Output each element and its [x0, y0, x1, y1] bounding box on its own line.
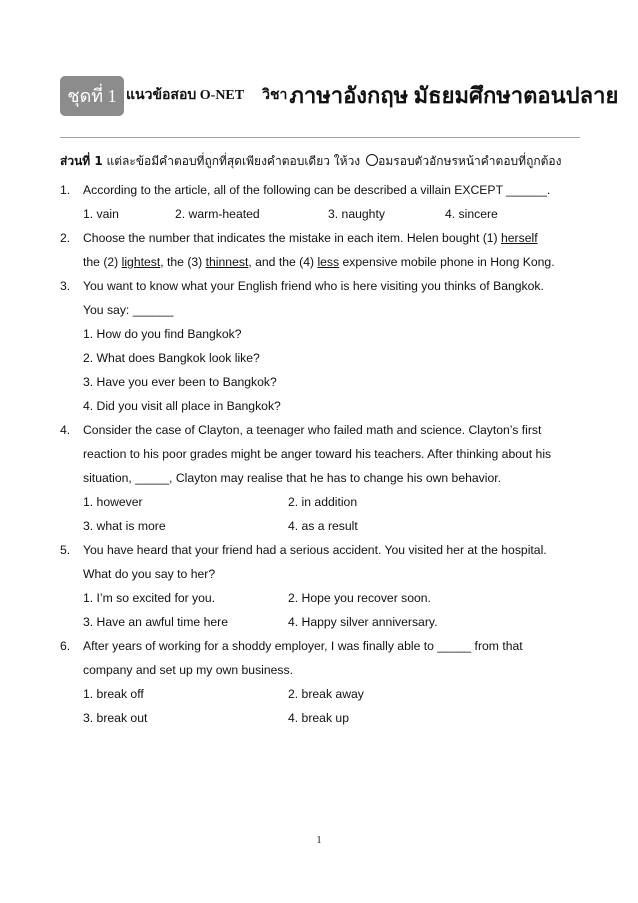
instruction-text: แต่ละข้อมีคำตอบที่ถูกที่สุดเพียงคำตอบเดียว ให้วง [106, 154, 361, 168]
question-text [83, 250, 555, 274]
question-text: reaction to his poor grades might be anger toward his teachers. After thinking about his [83, 447, 552, 461]
option-row [60, 394, 580, 418]
question-6 [60, 634, 580, 658]
options-row [60, 490, 580, 514]
text-segment: expensive mobile phone in Hong Kong. [339, 255, 555, 269]
question-line [60, 562, 580, 586]
option[interactable]: 1. How do you find Bangkok? [83, 327, 242, 341]
option[interactable]: 4. sincere [445, 207, 498, 221]
option[interactable]: 1. break off [83, 687, 144, 701]
page-number: 1 [316, 835, 322, 846]
question-3 [60, 274, 580, 298]
guide-label: แนวข้อสอบ O-NET [126, 88, 245, 103]
question-text: Consider the case of Clayton, a teenager who failed math and science. Clayton’s first [83, 423, 542, 437]
part-label: ส่วนที่ 1 [60, 154, 103, 168]
option[interactable]: 1. however [83, 495, 143, 509]
option[interactable]: 2. break away [288, 687, 364, 701]
question-text: You want to know what your English friend who is here visiting you thinks of Bangkok. [83, 279, 544, 293]
options-row [60, 514, 580, 538]
question-text: After years of working for a shoddy employer, I was finally able to _____ from that [83, 639, 523, 653]
option[interactable]: 3. Have an awful time here [83, 615, 228, 629]
question-number: 5. [60, 543, 71, 557]
option[interactable]: 4. Happy silver anniversary. [288, 615, 438, 629]
question-line [60, 250, 580, 274]
instruction-text-2: อมรอบตัวอักษรหน้าคำตอบที่ถูกต้อง [378, 154, 562, 168]
instruction [60, 152, 580, 171]
text-segment: Choose the number that indicates the mistake in each item. Helen bought (1) [83, 231, 501, 245]
set-label: ชุดที่ 1 [60, 76, 124, 116]
question-line [60, 442, 580, 466]
text-segment: , the (3) [160, 255, 206, 269]
question-text: You say: ______ [83, 303, 174, 317]
option[interactable]: 2. warm-heated [175, 207, 260, 221]
option[interactable]: 4. break up [288, 711, 349, 725]
option[interactable]: 4. as a result [288, 519, 358, 533]
question-text [83, 226, 538, 250]
option[interactable]: 1. vain [83, 207, 119, 221]
question-number: 6. [60, 639, 71, 653]
option-row [60, 370, 580, 394]
question-number: 1. [60, 183, 71, 197]
option[interactable]: 3. naughty [328, 207, 385, 221]
question-text: You have heard that your friend had a serious accident. You visited her at the hospital. [83, 543, 547, 557]
question-number: 3. [60, 279, 71, 293]
question-list [60, 178, 580, 730]
subject-label: วิชา [262, 88, 288, 103]
option-row [60, 322, 580, 346]
question-text: company and set up my own business. [83, 663, 294, 677]
underlined-word: less [317, 255, 340, 269]
option[interactable]: 2. What does Bangkok look like? [83, 351, 260, 365]
options-row [60, 586, 580, 610]
options-row [60, 706, 580, 730]
options-row [60, 202, 580, 226]
subject-title: ภาษาอังกฤษ มัธยมศึกษาตอนปลาย [289, 83, 619, 108]
text-segment: the (2) [83, 255, 122, 269]
question-5 [60, 538, 580, 562]
question-number: 4. [60, 423, 71, 437]
question-text: situation, _____, Clayton may realise that he has to change his own behavior. [83, 471, 502, 485]
option[interactable]: 2. Hope you recover soon. [288, 591, 431, 605]
option[interactable]: 3. Have you ever been to Bangkok? [83, 375, 277, 389]
option[interactable]: 1. I’m so excited for you. [83, 591, 216, 605]
question-1 [60, 178, 580, 202]
question-line [60, 466, 580, 490]
option[interactable]: 4. Did you visit all place in Bangkok? [83, 399, 281, 413]
question-text: According to the article, all of the following can be described a villain EXCEPT ______. [83, 183, 551, 197]
underlined-word: lightest [121, 255, 161, 269]
option-row [60, 346, 580, 370]
options-row [60, 610, 580, 634]
question-text: What do you say to her? [83, 567, 216, 581]
title-line [126, 76, 618, 116]
underlined-word: thinnest [205, 255, 249, 269]
option[interactable]: 3. what is more [83, 519, 166, 533]
question-line [60, 298, 580, 322]
question-line [60, 658, 580, 682]
question-number: 2. [60, 231, 71, 245]
underlined-word: herself [501, 231, 538, 245]
header [60, 76, 619, 116]
question-4 [60, 418, 580, 442]
options-row [60, 682, 580, 706]
text-segment: , and the (4) [248, 255, 318, 269]
header-divider [60, 137, 580, 138]
question-2 [60, 226, 580, 250]
option[interactable]: 2. in addition [288, 495, 358, 509]
option[interactable]: 3. break out [83, 711, 148, 725]
circle-icon [366, 154, 378, 166]
